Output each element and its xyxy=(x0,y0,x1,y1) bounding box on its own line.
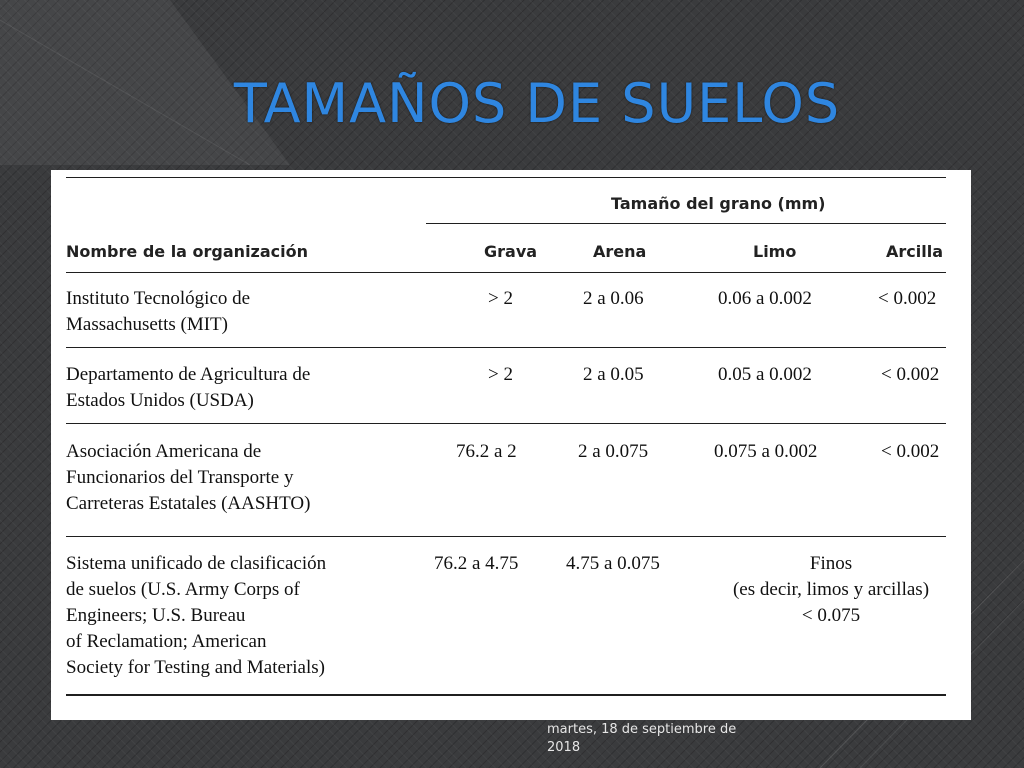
uscs-fines xyxy=(711,551,951,629)
header-limo: Limo xyxy=(753,242,797,261)
aashto-grava: 76.2 a 2 xyxy=(456,441,517,462)
usda-arena: 2 a 0.05 xyxy=(583,364,644,385)
group-header-rule xyxy=(426,223,946,224)
fines-line: < 0.075 xyxy=(801,605,861,626)
org-line: Asociación Americana de xyxy=(66,441,262,462)
row-rule xyxy=(66,347,946,348)
org-line: de suelos (U.S. Army Corps of xyxy=(66,579,300,600)
table-row-aashto xyxy=(66,439,396,517)
uscs-grava: 76.2 a 4.75 xyxy=(434,553,519,574)
org-line: Funcionarios del Transporte y xyxy=(66,467,294,488)
org-line: of Reclamation; American xyxy=(66,631,267,652)
mit-arena: 2 a 0.06 xyxy=(583,288,644,309)
org-line: Engineers; U.S. Bureau xyxy=(66,605,246,626)
org-line: Sistema unificado de clasificación xyxy=(66,553,327,574)
table-bottom-rule xyxy=(66,694,946,696)
soil-size-table xyxy=(51,170,971,720)
aashto-limo: 0.075 a 0.002 xyxy=(714,441,818,462)
org-line: Carreteras Estatales (AASHTO) xyxy=(66,493,311,514)
group-header: Tamaño del grano (mm) xyxy=(611,194,826,213)
org-line: Society for Testing and Materials) xyxy=(66,657,325,678)
org-line: Departamento de Agricultura de xyxy=(66,364,311,385)
usda-limo: 0.05 a 0.002 xyxy=(718,364,812,385)
mit-limo: 0.06 a 0.002 xyxy=(718,288,812,309)
aashto-arcilla: < 0.002 xyxy=(881,441,940,462)
fines-line: Finos xyxy=(809,553,853,574)
table-top-rule xyxy=(66,177,946,178)
row-rule xyxy=(66,423,946,424)
slide-title: TAMAÑOS DE SUELOS xyxy=(233,72,841,135)
row-rule xyxy=(66,536,946,537)
uscs-arena: 4.75 a 0.075 xyxy=(566,553,660,574)
table-row-uscs xyxy=(66,551,396,681)
table-row-usda xyxy=(66,362,396,414)
usda-arcilla: < 0.002 xyxy=(881,364,940,385)
fines-line: (es decir, limos y arcillas) xyxy=(732,579,930,600)
mit-grava: > 2 xyxy=(488,288,513,309)
org-line: Massachusetts (MIT) xyxy=(66,314,228,335)
table-row-mit xyxy=(66,286,396,338)
header-organization: Nombre de la organización xyxy=(66,242,309,261)
header-arcilla: Arcilla xyxy=(886,242,944,261)
header-grava: Grava xyxy=(484,242,538,261)
org-line: Instituto Tecnológico de xyxy=(66,288,251,309)
header-arena: Arena xyxy=(593,242,647,261)
org-line: Estados Unidos (USDA) xyxy=(66,390,254,411)
header-rule xyxy=(66,272,946,273)
footer-date: martes, 18 de septiembre de 2018 xyxy=(547,722,737,755)
mit-arcilla: < 0.002 xyxy=(878,288,937,309)
aashto-arena: 2 a 0.075 xyxy=(578,441,649,462)
usda-grava: > 2 xyxy=(488,364,513,385)
